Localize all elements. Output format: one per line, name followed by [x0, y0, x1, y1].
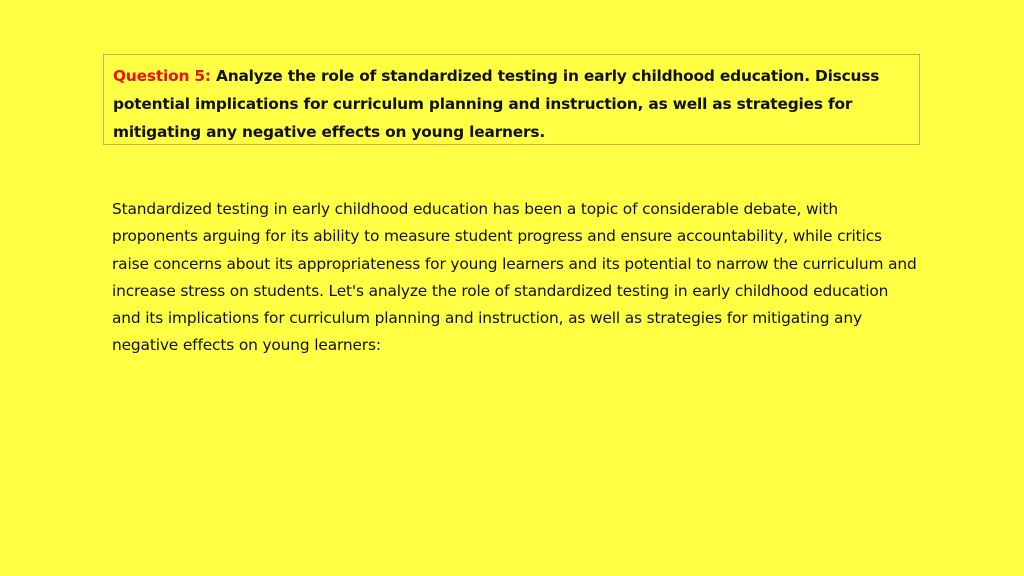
- question-box: [103, 54, 920, 145]
- answer-paragraph: Standardized testing in early childhood education has been a topic of considerable debate, with proponents arguing for its ability to measure student progress and ensure accountability, while critics raise concerns about its appropriateness for young learners and its potential to narrow the curriculum and increase stress on students. Let's analyze the role of standardized testing in early childhood education and its implications for curriculum planning and instruction, as well as strategies for mitigating any negative effects on young learners:: [112, 200, 917, 355]
- question-text: Analyze the role of standardized testing in early childhood education. Discuss potential implications for curriculum planning and instruction, as well as strategies for mitigating any negative effects on young learners.: [113, 67, 880, 141]
- question-label: Question 5:: [113, 67, 216, 85]
